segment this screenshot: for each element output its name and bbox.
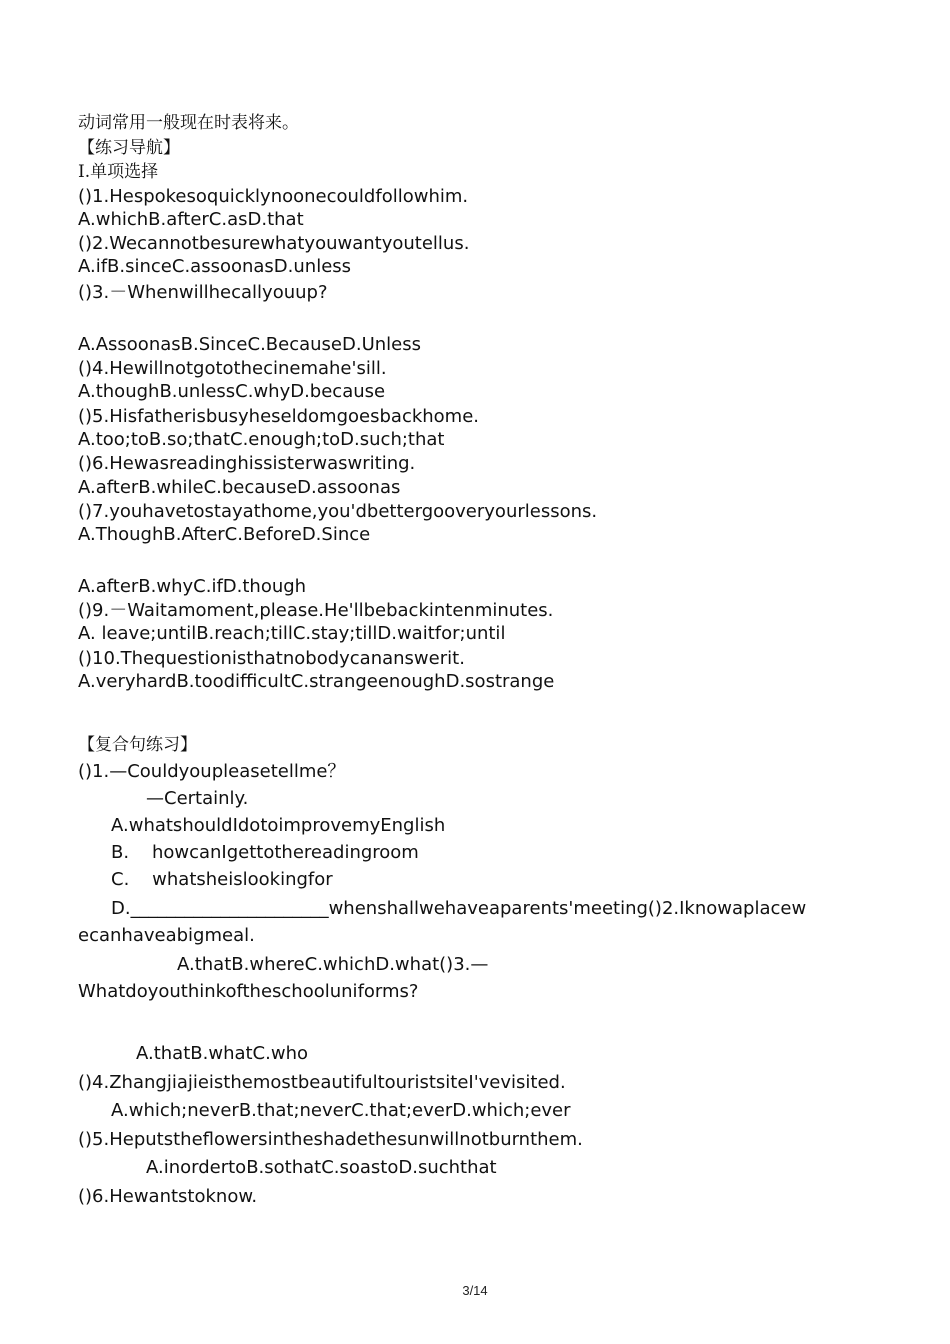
- options-line: A.whichB.afterC.asD.that: [78, 209, 304, 230]
- options-line: A. leave;untilB.reach;tillC.stay;tillD.waitfor;until: [78, 623, 506, 644]
- question-line: ()10.Thequestionisthatnobodycananswerit.: [78, 648, 465, 669]
- question-line: ()1.—Couldyoupleasetellme？: [78, 761, 346, 782]
- question-line: ()6.Hewasreadinghissisterwaswriting.: [78, 453, 416, 474]
- question-line: ()5.Hisfatherisbusyheseldomgoesbackhome.: [78, 406, 480, 427]
- options-line: A.veryhardB.toodifficultC.strangeenoughD.sostrange: [78, 671, 555, 692]
- question-line: ()4.ZhangjiajieisthemostbeautifultouristsiteI'vevisited.: [78, 1072, 566, 1093]
- options-line: A.AssoonasB.SinceC.BecauseD.Unless: [78, 334, 422, 355]
- question-line: ()6.Hewantstoknow.: [78, 1186, 258, 1207]
- complex-heading: 【复合句练习】: [78, 735, 197, 755]
- options-line: A.ifB.sinceC.assoonasD.unless: [78, 256, 352, 277]
- intro-text: 动词常用一般现在时表将来。: [78, 113, 299, 133]
- section-heading: Ⅰ.单项选择: [78, 162, 159, 182]
- options-line: A.afterB.whileC.becauseD.assoonas: [78, 477, 401, 498]
- options-line: A.too;toB.so;thatC.enough;toD.such;that: [78, 429, 445, 450]
- options-line: A.which;neverB.that;neverC.that;everD.which;ever: [111, 1100, 571, 1121]
- question-line: ()1.Hespokesoquicklynoonecouldfollowhim.: [78, 186, 469, 207]
- question-line: ()5.Heputstheflowersintheshadethesunwillnotburnthem.: [78, 1129, 583, 1150]
- question-line: ()4.Hewillnotgotothecinemahe'sill.: [78, 358, 387, 379]
- exercise-heading: 【练习导航】: [78, 138, 180, 158]
- question-line: ()2.Wecannotbesurewhatyouwantyoutellus.: [78, 233, 470, 254]
- answer-line: —Certainly.: [146, 788, 249, 809]
- question-line: Whatdoyouthinkoftheschooluniforms?: [78, 981, 419, 1002]
- question-line: ()3.－Whenwillhecallyouup?: [78, 282, 328, 303]
- options-line: D.______________________whenshallwehaveaparents'meeting()2.Iknowaplacew: [111, 898, 807, 919]
- question-line: ecanhaveabigmeal.: [78, 925, 255, 946]
- options-line: A.whatshouldIdotoimprovemyEnglish: [111, 815, 446, 836]
- options-line: A.thoughB.unlessC.whyD.because: [78, 381, 386, 402]
- options-line: A.afterB.whyC.ifD.though: [78, 576, 307, 597]
- question-line: ()9.－Waitamoment,please.He'llbebackintenminutes.: [78, 600, 554, 621]
- options-line: A.ThoughB.AfterC.BeforeD.Since: [78, 524, 371, 545]
- options-line: A.thatB.whereC.whichD.what()3.—: [177, 954, 489, 975]
- options-line: C. whatsheislookingfor: [111, 869, 333, 890]
- options-line: A.inordertoB.sothatC.soastoD.suchthat: [146, 1157, 497, 1178]
- options-line: B. howcanIgettothereadingroom: [111, 842, 419, 863]
- question-line: ()7.youhavetostayathome,you'dbettergooveryourlessons.: [78, 501, 598, 522]
- page-number: 3/14: [462, 1283, 488, 1298]
- options-line: A.thatB.whatC.who: [136, 1043, 308, 1064]
